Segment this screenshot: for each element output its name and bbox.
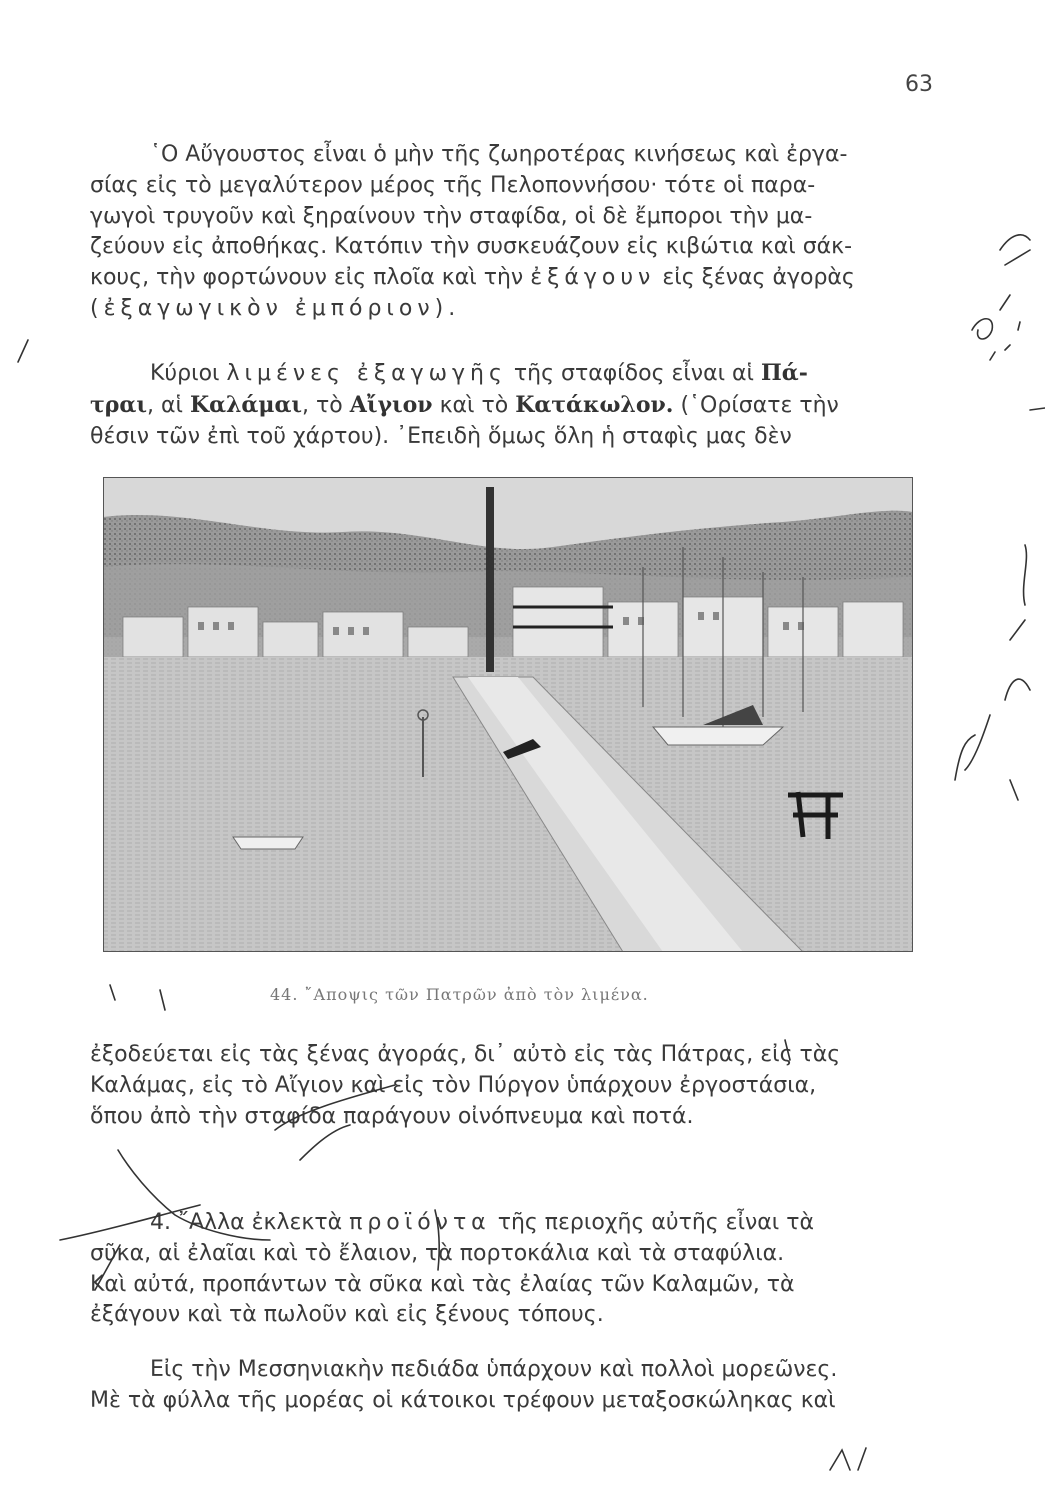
text-segment: ῎Αλλα ἐκλεκτὰ — [178, 1210, 343, 1235]
bold-place-name: Πά- — [760, 360, 808, 386]
emphasized-term: (ἐξαγωγικὸν ἐμπόριον). — [90, 295, 461, 321]
text-line: σῦκα, αἱ ἐλαῖαι καὶ τὸ ἔλαιον, τὰ πορτοκάλια καὶ τὰ σταφύλια. — [90, 1240, 785, 1266]
text-line: ἐξοδεύεται εἰς τὰς ξένας ἀγοράς, δι᾿ αὐτὸ εἰς τὰς Πάτρας, εἰς τὰς — [90, 1042, 841, 1067]
figure-caption: 44. ῎Αποψις τῶν Πατρῶν ἀπὸ τὸν λιμένα. — [270, 985, 649, 1004]
text-line: Καὶ αὐτά, προπάντων τὰ σῦκα καὶ τὰς ἐλαίας τῶν Καλαμῶν, τὰ — [90, 1271, 795, 1297]
bold-place-name: Καλάμαι — [189, 391, 303, 418]
text-segment: κους, τὴν φορτώνουν εἰς πλοῖα καὶ τὴν — [90, 265, 524, 291]
text-segment: , τὸ — [302, 392, 343, 418]
section-number: 4. — [150, 1210, 171, 1235]
bold-place-name: Αἴγιον — [349, 391, 433, 418]
text-segment: εἰς ξένας ἀγορὰς — [662, 265, 855, 291]
text-segment: τῆς σταφίδος εἶναι αἱ — [513, 361, 754, 386]
text-line: ἐξάγουν καὶ τὰ πωλοῦν καὶ εἰς ξένους τόπους. — [90, 1302, 604, 1328]
text-segment: , αἱ — [147, 392, 183, 418]
text-segment: τῆς περιοχῆς αὐτῆς εἶναι τὰ — [497, 1210, 814, 1235]
text-line: σίας εἰς τὸ μεγαλύτερον μέρος τῆς Πελοποννήσου· τότε οἱ παρα- — [90, 172, 816, 198]
text-line: γωγοὶ τρυγοῦν καὶ ξηραίνουν τὴν σταφίδα, οἱ δὲ ἔμποροι τὴν μα- — [90, 203, 813, 229]
text-line: ὅπου ἀπὸ τὴν σταφίδα παράγουν οἰνόπνευμα καὶ ποτά. — [90, 1103, 694, 1129]
emphasized-term: ἐξάγουν — [530, 265, 656, 291]
text-segment: Κύριοι — [150, 361, 220, 386]
bold-place-name: τραι — [90, 391, 148, 418]
text-segment: καὶ τὸ — [439, 392, 509, 418]
text-line: θέσιν τῶν ἐπὶ τοῦ χάρτου). ᾿Επειδὴ ὅμως ὅλη ἡ σταφὶς μας δὲν — [90, 423, 792, 449]
text-segment: (῾Ορίσατε τὴν — [680, 392, 839, 418]
emphasized-term: προϊόντα — [349, 1210, 491, 1235]
page-number: 63 — [905, 72, 933, 97]
bold-place-name: Κατάκωλον. — [515, 391, 674, 418]
emphasized-term: λιμένες ἐξαγωγῆς — [226, 361, 507, 386]
text-line: Καλάμας, εἰς τὸ Αἴγιον καὶ εἰς τὸν Πύργον ὑπάρχουν ἐργοστάσια, — [90, 1072, 817, 1098]
text-line: Μὲ τὰ φύλλα τῆς μορέας οἱ κάτοικοι τρέφουν μεταξοσκώληκας καὶ — [90, 1387, 836, 1413]
text-line: Εἰς τὴν Μεσσηνιακὴν πεδιάδα ὑπάρχουν καὶ πολλοὶ μορεῶνες. — [150, 1357, 838, 1382]
text-line: ῾Ο Αὔγουστος εἶναι ὁ μὴν τῆς ζωηροτέρας κινήσεως καὶ ἐργα- — [150, 142, 848, 167]
text-line: ζεύουν εἰς ἀποθήκας. Κατόπιν τὴν συσκευάζουν εἰς κιβώτια καὶ σάκ- — [90, 234, 853, 260]
